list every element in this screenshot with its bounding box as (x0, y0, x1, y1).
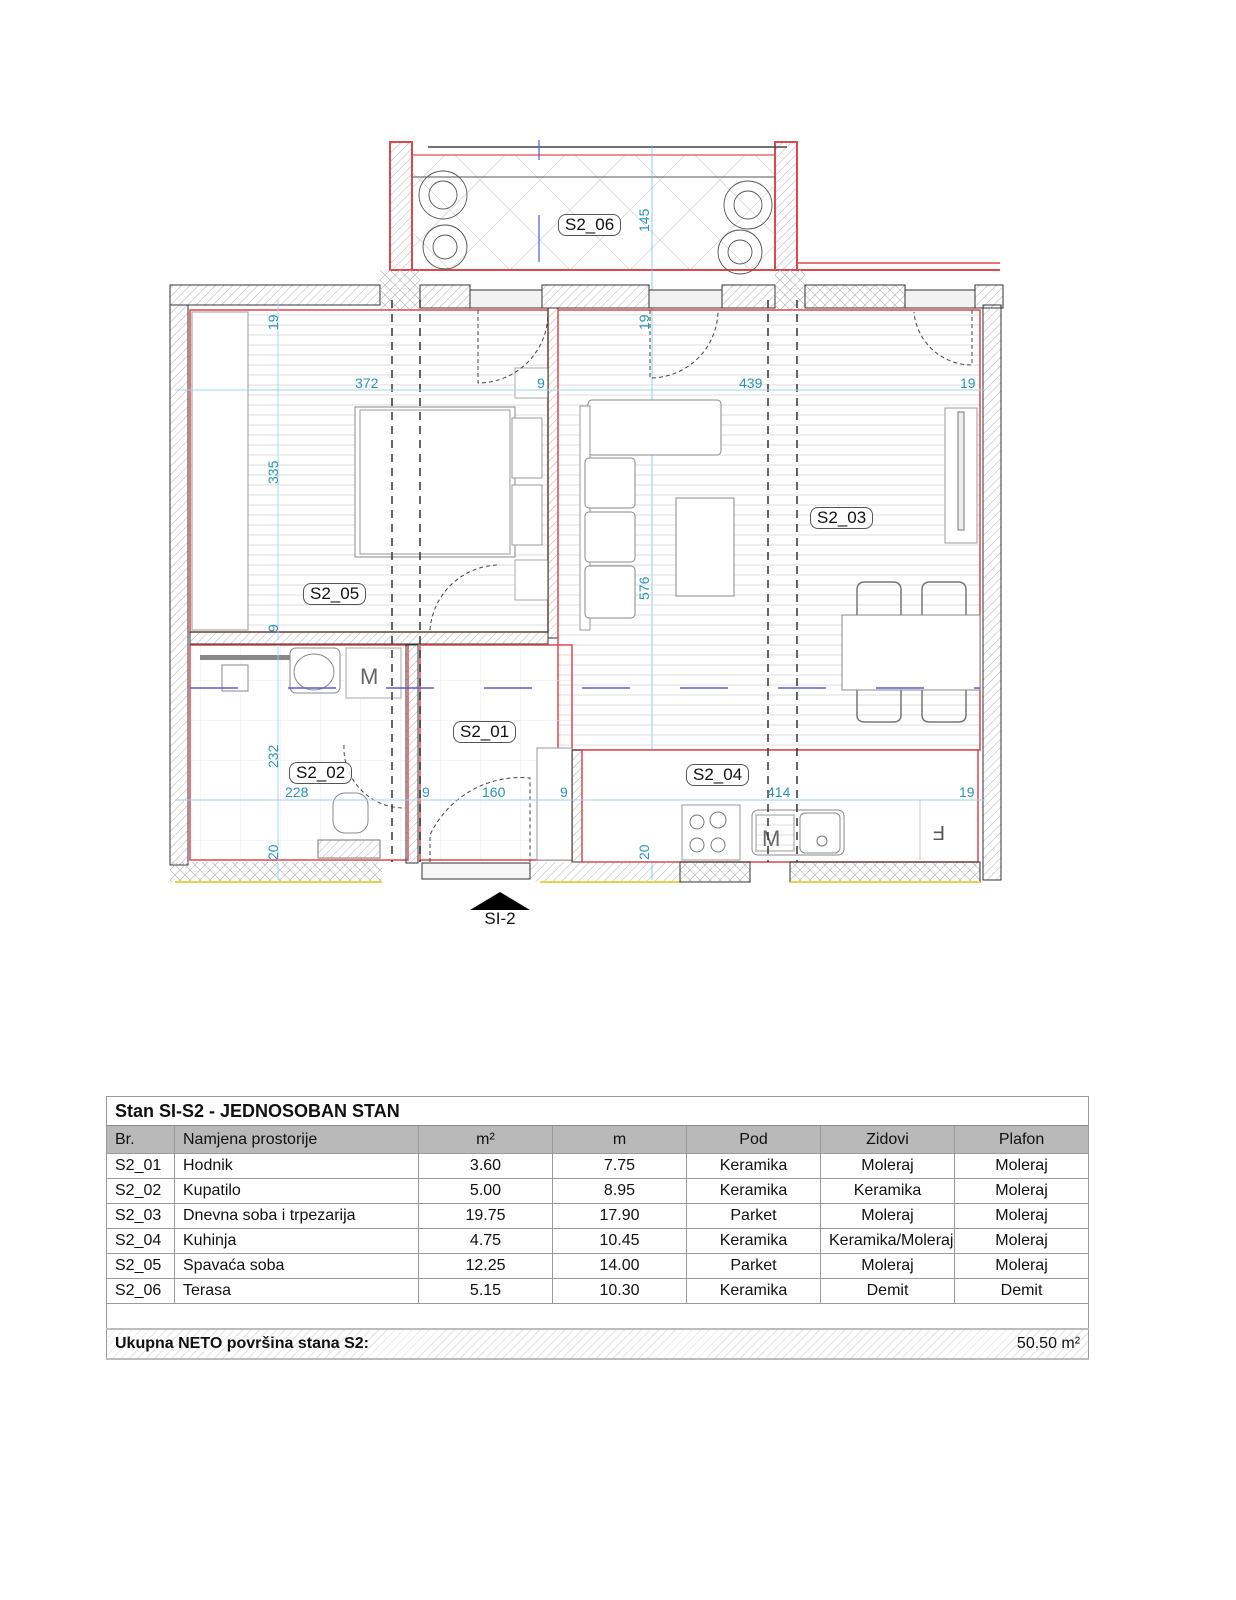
cell-walls: Moleraj (821, 1154, 955, 1179)
dim-hall-left-wall: 9 (422, 784, 430, 800)
header-area: m² (419, 1126, 553, 1154)
room-schedule-table (106, 1096, 1089, 1360)
total-label: Ukupna NETO površina stana S2: (115, 1335, 369, 1352)
spacer-cell (107, 1304, 1089, 1330)
dim-kitchen-right-wall: 19 (959, 784, 975, 800)
header-no: Br. (107, 1126, 175, 1154)
header-floor: Pod (687, 1126, 821, 1154)
cell-perimeter: 10.45 (553, 1229, 687, 1254)
cell-perimeter: 7.75 (553, 1154, 687, 1179)
cell-no: S2_03 (107, 1204, 175, 1229)
cell-no: S2_01 (107, 1154, 175, 1179)
cell-floor: Keramika (687, 1154, 821, 1179)
table-row (107, 1254, 1089, 1279)
room-label-s2-03: S2_03 (810, 507, 873, 529)
dim-bedroom-depth: 335 (265, 460, 281, 484)
section-marker (470, 892, 530, 928)
fridge-mark: F (932, 821, 945, 843)
header-perimeter: m (553, 1126, 687, 1154)
dim-living-depth: 576 (636, 576, 652, 600)
cell-no: S2_06 (107, 1279, 175, 1304)
cell-floor: Parket (687, 1254, 821, 1279)
cell-perimeter: 17.90 (553, 1204, 687, 1229)
dim-hall-width: 160 (482, 784, 506, 800)
cell-area: 4.75 (419, 1229, 553, 1254)
east-wall (983, 305, 1001, 880)
room-schedule (106, 1096, 1088, 1360)
cell-walls: Keramika (821, 1179, 955, 1204)
dim-kitchen-bottom-wall: 20 (636, 844, 652, 860)
table-title: Stan SI-S2 - JEDNOSOBAN STAN (107, 1097, 1089, 1126)
cell-floor: Keramika (687, 1179, 821, 1204)
table-row (107, 1179, 1089, 1204)
cell-name: Dnevna soba i trpezarija (175, 1204, 419, 1229)
dim-kitchen-width: 414 (767, 784, 791, 800)
cell-perimeter: 14.00 (553, 1254, 687, 1279)
cell-no: S2_05 (107, 1254, 175, 1279)
table-total-row (107, 1329, 1089, 1359)
cell-walls: Moleraj (821, 1204, 955, 1229)
header-name: Namjena prostorije (175, 1126, 419, 1154)
dim-bedroom-width: 372 (355, 375, 379, 391)
cell-walls: Moleraj (821, 1254, 955, 1279)
table-header-row (107, 1126, 1089, 1154)
kitchen-meter-mark: M (762, 826, 781, 851)
north-wall (170, 270, 1003, 310)
dim-bedroom-bottom-wall: 9 (265, 624, 281, 632)
cell-area: 12.25 (419, 1254, 553, 1279)
total-cell (107, 1329, 1089, 1359)
dim-bedroom-top-wall: 19 (265, 314, 281, 330)
cell-area: 5.15 (419, 1279, 553, 1304)
cell-ceiling: Moleraj (955, 1179, 1089, 1204)
cell-floor: Parket (687, 1204, 821, 1229)
total-value: 50.50 m² (1016, 1335, 1081, 1352)
dim-living-right-wall: 19 (960, 375, 976, 391)
table-spacer-row (107, 1304, 1089, 1330)
cell-area: 5.00 (419, 1179, 553, 1204)
south-wall (170, 862, 980, 882)
table-row (107, 1204, 1089, 1229)
dim-living-width: 439 (739, 375, 763, 391)
dim-hall-right-wall: 9 (560, 784, 568, 800)
cell-name: Kuhinja (175, 1229, 419, 1254)
cell-ceiling: Moleraj (955, 1154, 1089, 1179)
table-title-row (107, 1097, 1089, 1126)
living-room (558, 310, 980, 750)
room-label-s2-05: S2_05 (303, 583, 366, 605)
bathroom (190, 645, 408, 860)
dim-terrace-depth: 145 (636, 208, 652, 232)
cell-name: Spavaća soba (175, 1254, 419, 1279)
cell-name: Hodnik (175, 1154, 419, 1179)
cell-ceiling: Moleraj (955, 1254, 1089, 1279)
cell-walls: Keramika/Moleraj (821, 1229, 955, 1254)
dim-bedroom-partition: 9 (537, 375, 545, 391)
section-arrow-icon (470, 892, 530, 910)
cell-name: Terasa (175, 1279, 419, 1304)
section-marker-label: SI-2 (484, 909, 516, 928)
cell-area: 19.75 (419, 1204, 553, 1229)
cell-ceiling: Demit (955, 1279, 1089, 1304)
cell-area: 3.60 (419, 1154, 553, 1179)
cell-ceiling: Moleraj (955, 1204, 1089, 1229)
table-row (107, 1279, 1089, 1304)
cell-no: S2_04 (107, 1229, 175, 1254)
room-label-s2-02: S2_02 (289, 762, 352, 784)
cell-no: S2_02 (107, 1179, 175, 1204)
header-ceiling: Plafon (955, 1126, 1089, 1154)
dim-bath-bottom-wall: 20 (265, 844, 281, 860)
cell-perimeter: 10.30 (553, 1279, 687, 1304)
dim-bath-depth: 232 (265, 744, 281, 768)
room-label-s2-06: S2_06 (558, 214, 621, 236)
dim-living-top-wall: 19 (636, 314, 652, 330)
cell-name: Kupatilo (175, 1179, 419, 1204)
bedroom (190, 310, 548, 632)
table-row (107, 1229, 1089, 1254)
cell-walls: Demit (821, 1279, 955, 1304)
header-walls: Zidovi (821, 1126, 955, 1154)
west-wall (170, 305, 188, 865)
cell-perimeter: 8.95 (553, 1179, 687, 1204)
cell-ceiling: Moleraj (955, 1229, 1089, 1254)
room-label-s2-01: S2_01 (453, 721, 516, 743)
table-row (107, 1154, 1089, 1179)
room-label-s2-04: S2_04 (686, 764, 749, 786)
bath-meter-mark: M (360, 664, 379, 689)
cell-floor: Keramika (687, 1229, 821, 1254)
cell-floor: Keramika (687, 1279, 821, 1304)
dim-bath-width: 228 (285, 784, 309, 800)
